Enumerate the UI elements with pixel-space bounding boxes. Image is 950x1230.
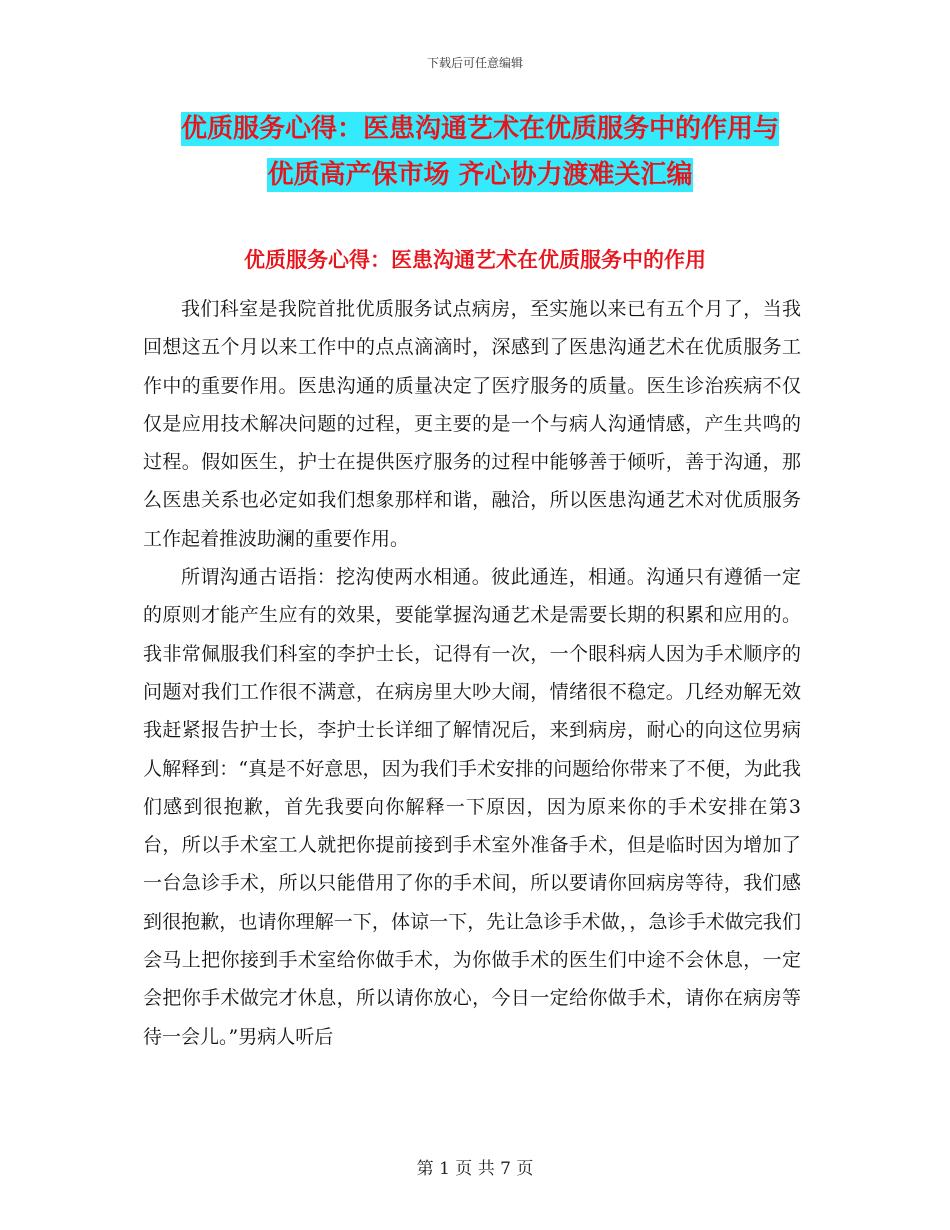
body-text [143,290,801,1056]
page-header-note: 下载后可任意编辑 [426,56,523,70]
section-heading: 优质服务心得：医患沟通艺术在优质服务中的作用 [244,248,706,272]
document-title-line-2: 优质高产保市场 齐心协力渡难关汇编 [267,160,693,190]
paragraph-2: 所谓沟通古语指：挖沟使两水相通。彼此通连，相通。沟通只有遵循一定的原则才能产生应有的效果，要能掌握沟通艺术是需要长期的积累和应用的。我非常佩服我们科室的李护士长，记得有一次，一个眼科病人因为手术顺序的问题对我们工作很不满意，在病房里大吵大闹，情绪很不稳定。几经劝解无效我赶紧报告护士长，李护士长详细了解情况后，来到病房，耐心的向这位男病人解释到：“真是不好意思，因为我们手术安排的问题给你带来了不便，为此我们感到很抱歉，首先我要向你解释一下原因，因为原来你的手术安排在第3台，所以手术室工人就把你提前接到手术室外准备手术，但是临时因为增加了一台急诊手术，所以只能借用了你的手术间，所以要请你回病房等待，我们感到很抱歉，也请你理解一下，体谅一下，先让急诊手术做，，急诊手术做完我们会马上把你接到手术室给你做手术，为你做手术的医生们中途不会休息，一定会把你手术做完才休息，所以请你放心，今日一定给你做手术，请你在病房等待一会儿。”男病人听后 [143,566,801,1048]
paragraph-1: 我们科室是我院首批优质服务试点病房，至实施以来已有五个月了，当我回想这五个月以来工作中的点点滴滴时，深感到了医患沟通艺术在优质服务工作中的重要作用。医患沟通的质量决定了医疗服务的质量。医生诊治疾病不仅仅是应用技术解决问题的过程，更主要的是一个与病人沟通情感，产生共鸣的过程。假如医生，护士在提供医疗服务的过程中能够善于倾听，善于沟通，那么医患关系也必定如我们想象那样和谐，融洽，所以医患沟通艺术对优质服务工作起着推波助澜的重要作用。 [143,298,801,550]
document-title-line-1: 优质服务心得：医患沟通艺术在优质服务中的作用与 [180,114,779,144]
page-number: 第 1 页 共 7 页 [416,1159,534,1179]
document-title [140,106,820,198]
